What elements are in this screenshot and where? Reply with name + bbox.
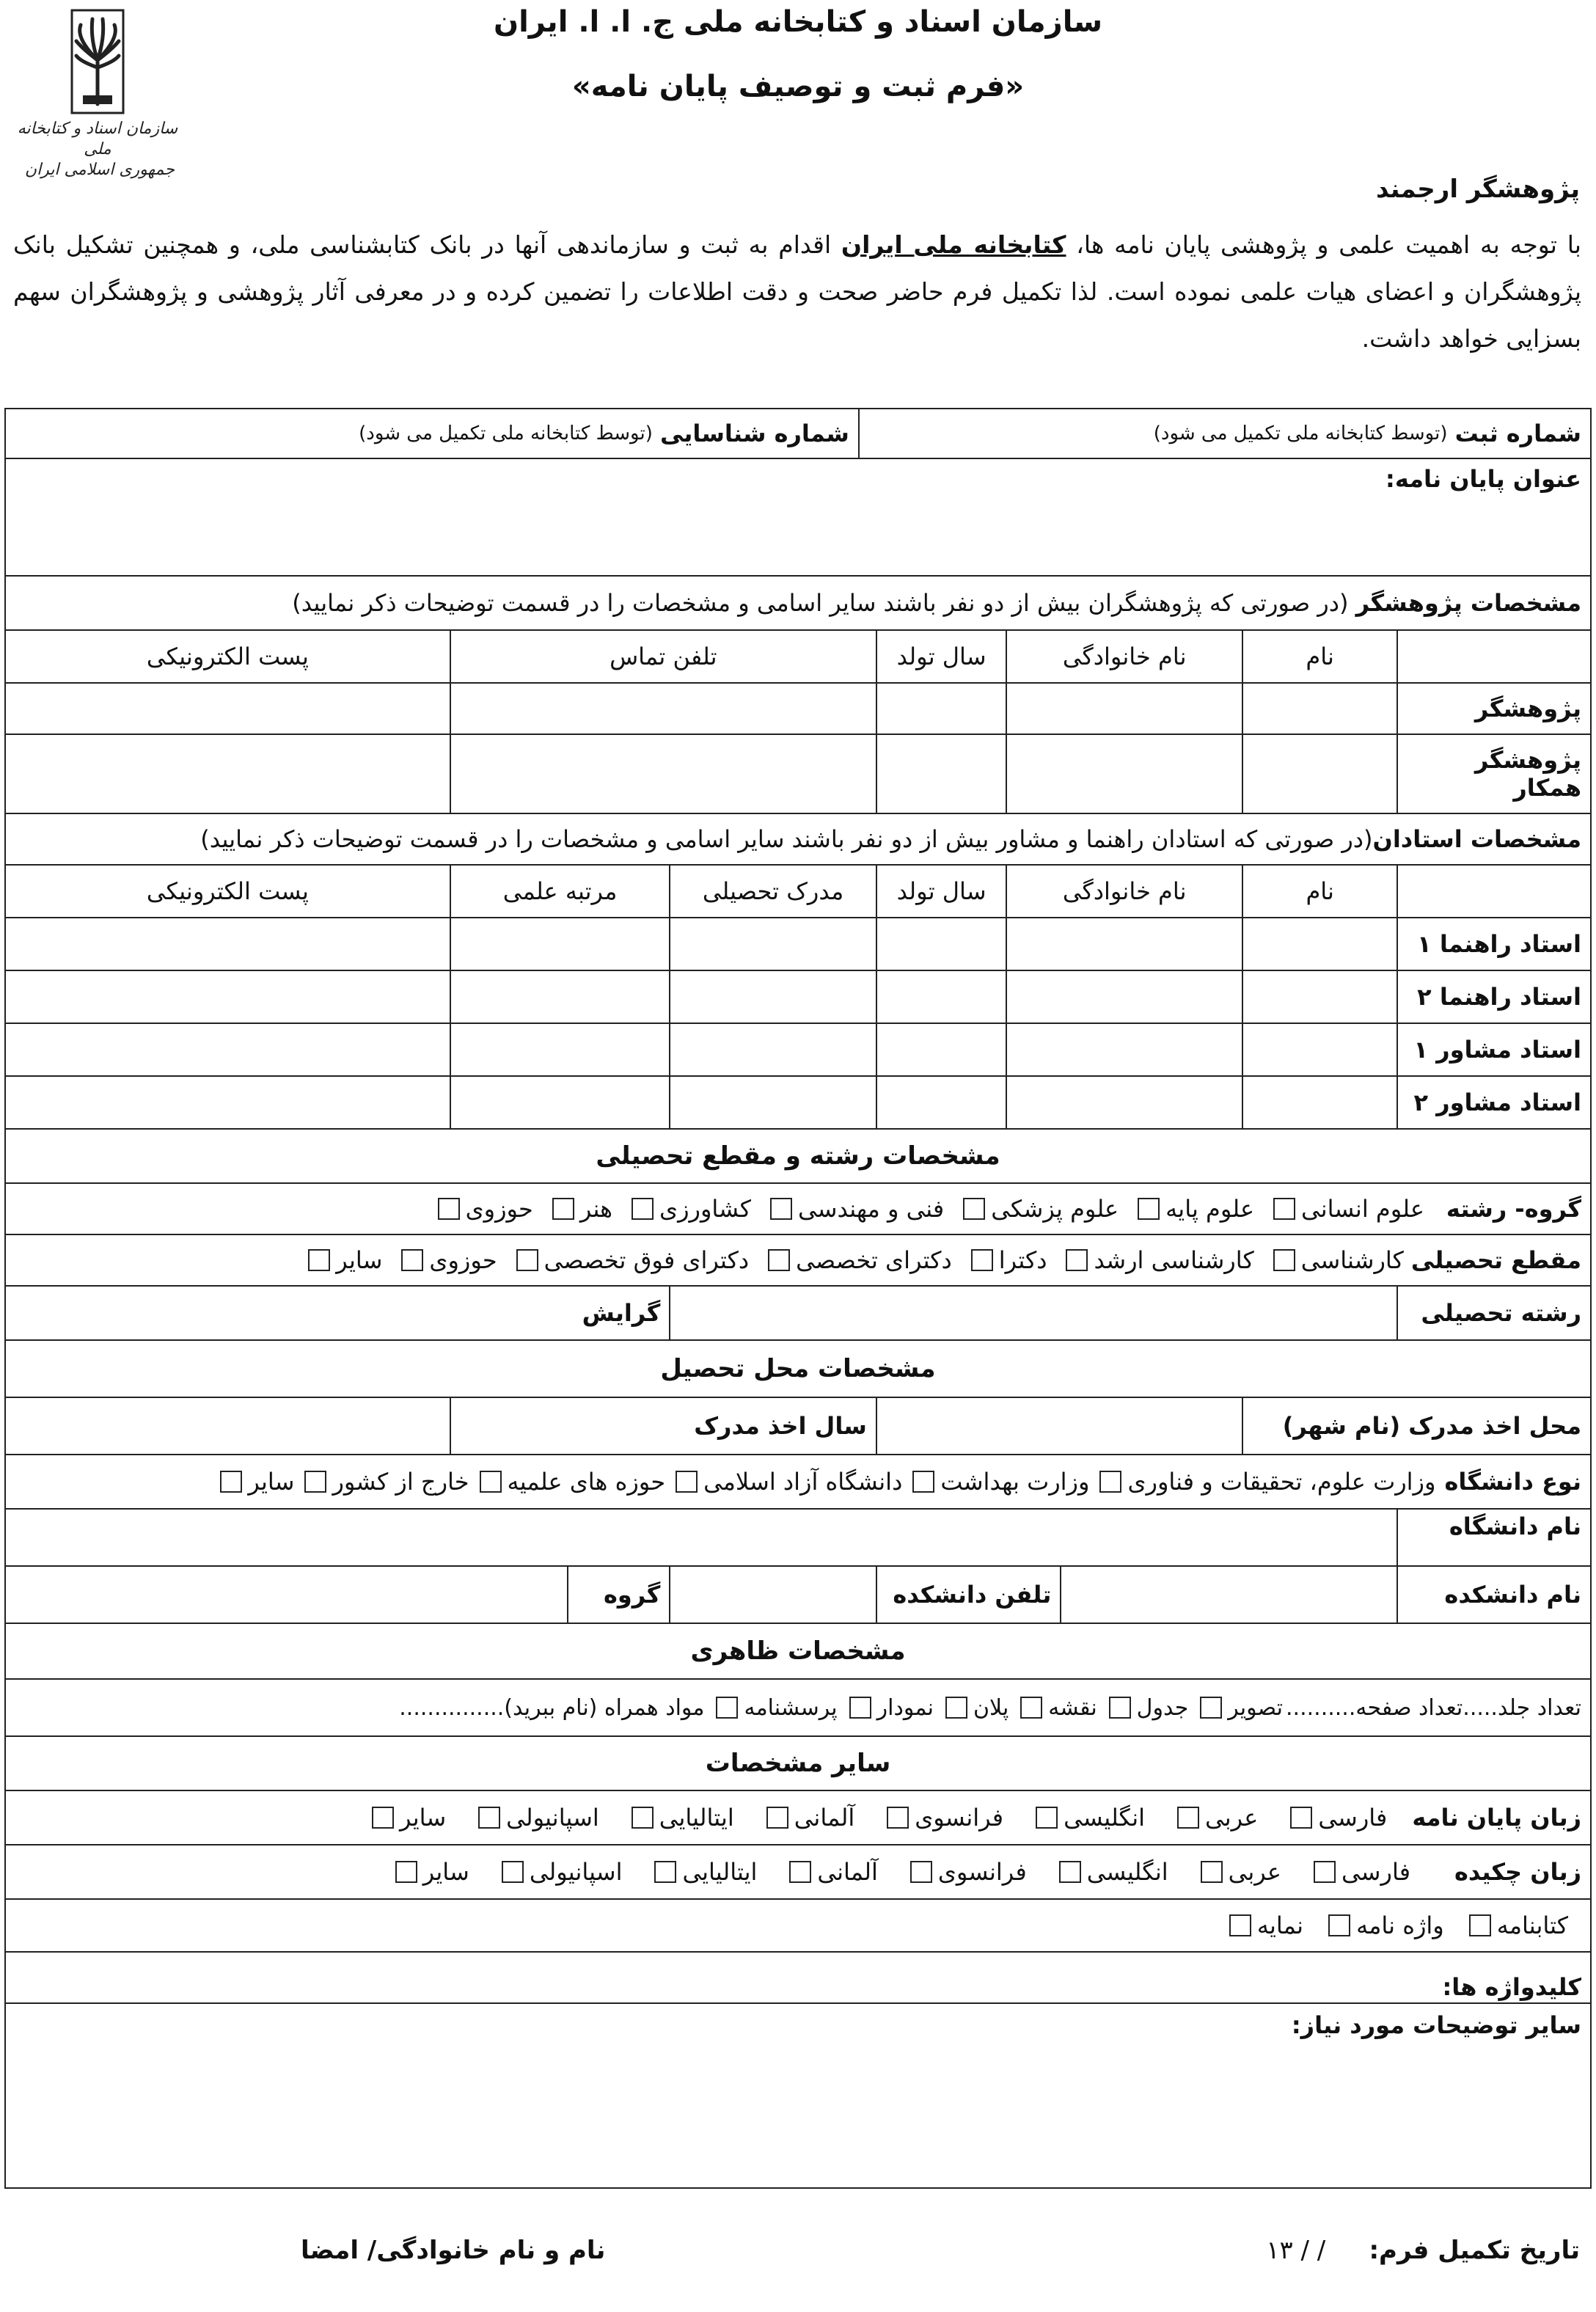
group-option-medical-label: علوم پزشکی bbox=[991, 1195, 1119, 1223]
co-researcher-phone-input[interactable] bbox=[450, 735, 876, 813]
checkbox[interactable] bbox=[372, 1807, 394, 1829]
identification-number-field[interactable] bbox=[6, 409, 858, 458]
checkbox[interactable] bbox=[1290, 1807, 1312, 1829]
researcher-phone-input[interactable] bbox=[450, 684, 876, 734]
notes-field[interactable] bbox=[6, 2004, 1590, 2039]
group-option-agriculture-label: کشاورزی bbox=[659, 1195, 751, 1223]
thesis-title-label: عنوان پایان نامه: bbox=[1385, 465, 1581, 493]
researchers-heading-label: مشخصات پژوهشگر bbox=[1355, 589, 1581, 617]
checkbox[interactable] bbox=[1099, 1471, 1121, 1493]
level-option-master-label: کارشناسی ارشد bbox=[1094, 1246, 1254, 1274]
advisor-1-label: استاد مشاور ۱ bbox=[1396, 1024, 1590, 1075]
physical-option-table-label: جدول bbox=[1136, 1694, 1189, 1721]
supervisor-2-row bbox=[4, 971, 1592, 1024]
researcher-first-name-input[interactable] bbox=[1242, 684, 1397, 734]
type-option-ministry-science[interactable] bbox=[1099, 1468, 1435, 1496]
place-section-row bbox=[4, 1341, 1592, 1398]
checkbox[interactable] bbox=[789, 1861, 811, 1883]
faculty-phone-input[interactable] bbox=[669, 1567, 875, 1623]
completion-date[interactable] bbox=[1266, 2236, 1580, 2265]
checkbox[interactable] bbox=[716, 1697, 738, 1719]
library-name: کتابخانه ملی ایران bbox=[841, 230, 1066, 259]
researcher-email-input[interactable] bbox=[6, 684, 450, 734]
thesis-form bbox=[4, 408, 1592, 2189]
checkbox[interactable] bbox=[1109, 1697, 1131, 1719]
degree-year-field[interactable] bbox=[450, 1398, 876, 1454]
abstract-lang-other[interactable] bbox=[395, 1858, 469, 1886]
thesis-lang-spanish[interactable] bbox=[478, 1804, 599, 1832]
advisor-2-birth-year-input[interactable] bbox=[876, 1077, 1006, 1128]
group-option-medical[interactable] bbox=[963, 1195, 1119, 1223]
advisor-1-last-name-input[interactable] bbox=[1006, 1024, 1241, 1075]
type-option-ministry-science-label: وزارت علوم، تحقیقات و فناوری bbox=[1127, 1468, 1436, 1496]
thesis-lang-german[interactable] bbox=[766, 1804, 854, 1832]
extra-glossary-label: واژه نامه bbox=[1356, 1912, 1444, 1939]
researcher-row-label: پژوهشگر bbox=[1396, 684, 1590, 734]
abstract-lang-italian-label: ایتالیایی bbox=[682, 1858, 758, 1886]
supervisor-1-first-name-input[interactable] bbox=[1242, 918, 1397, 970]
extras-options bbox=[6, 1900, 1590, 1951]
university-name-label: نام دانشگاه bbox=[1396, 1510, 1590, 1565]
thesis-lang-italian-label: ایتالیایی bbox=[659, 1804, 734, 1832]
group-option-art-label: هنر bbox=[579, 1195, 613, 1223]
thesis-lang-arabic-label: عربی bbox=[1205, 1804, 1259, 1832]
type-option-azad[interactable] bbox=[676, 1468, 902, 1496]
co-researcher-first-name-input[interactable] bbox=[1242, 735, 1397, 813]
checkbox[interactable] bbox=[1036, 1807, 1058, 1829]
type-option-ministry-health[interactable] bbox=[912, 1468, 1089, 1496]
abstract-lang-english-label: انگلیسی bbox=[1086, 1858, 1168, 1886]
city-label: محل اخذ مدرک (نام شهر) bbox=[1242, 1398, 1590, 1454]
thesis-lang-english-label: انگلیسی bbox=[1064, 1804, 1146, 1832]
thesis-title-row bbox=[4, 459, 1592, 577]
abstract-lang-english[interactable] bbox=[1059, 1858, 1168, 1886]
supervisor-1-row bbox=[4, 918, 1592, 971]
university-name-row bbox=[4, 1510, 1592, 1567]
researchers-heading-row bbox=[4, 577, 1592, 631]
supervisor-2-email-input[interactable] bbox=[6, 971, 450, 1023]
physical-section-row bbox=[4, 1624, 1592, 1680]
university-type-label: نوع دانشگاه bbox=[1444, 1468, 1581, 1496]
advisor-1-birth-year-input[interactable] bbox=[876, 1024, 1006, 1075]
checkbox[interactable] bbox=[1020, 1697, 1042, 1719]
extra-index[interactable] bbox=[1229, 1912, 1303, 1939]
registration-row bbox=[4, 408, 1592, 459]
city-year-row bbox=[4, 1398, 1592, 1455]
checkbox[interactable] bbox=[945, 1697, 967, 1719]
group-option-humanities[interactable] bbox=[1273, 1195, 1424, 1223]
researchers-header-row bbox=[4, 631, 1592, 684]
physical-option-table[interactable] bbox=[1109, 1695, 1189, 1721]
researchers-heading bbox=[6, 577, 1590, 629]
checkbox[interactable] bbox=[480, 1471, 502, 1493]
extra-index-label: نمایه bbox=[1256, 1912, 1304, 1939]
prof-col-last-name: نام خانوادگی bbox=[1006, 866, 1241, 917]
abstract-lang-french-label: فرانسوی bbox=[937, 1858, 1027, 1886]
professors-heading-note: (در صورتی که استادان راهنما و مشاور بیش از دو نفر باشند سایر اسامی و مشخصات را در قسمت توضیحات ذکر نمایید) bbox=[200, 825, 1373, 853]
level-option-doctorate-label: دکترا bbox=[998, 1246, 1047, 1274]
checkbox[interactable] bbox=[766, 1807, 788, 1829]
organization-title: سازمان اسناد و کتابخانه ملی ج. ا. ا. ایران bbox=[493, 5, 1103, 39]
researchers-heading-note: (در صورتی که پژوهشگران بیش از دو نفر باشند سایر اسامی و مشخصات را در قسمت توضیحات ذکر نمایید) bbox=[292, 589, 1349, 617]
checkbox[interactable] bbox=[676, 1471, 698, 1493]
supervisor-2-degree-input[interactable] bbox=[669, 971, 875, 1023]
checkbox[interactable] bbox=[1469, 1914, 1491, 1936]
logo-emblem-icon bbox=[13, 9, 182, 119]
supervisor-1-email-input[interactable] bbox=[6, 918, 450, 970]
col-email: پست الکترونیکی bbox=[146, 643, 309, 670]
registration-number-field[interactable] bbox=[858, 409, 1590, 458]
level-option-bachelor[interactable] bbox=[1273, 1246, 1404, 1274]
thesis-lang-english[interactable] bbox=[1036, 1804, 1145, 1832]
group-option-art[interactable] bbox=[552, 1195, 612, 1223]
faculty-row bbox=[4, 1567, 1592, 1624]
advisor-1-rank-input[interactable] bbox=[450, 1024, 669, 1075]
intro-text-2: اقدام به ثبت و سازماندهی آنها در بانک کتابشناسی ملی، و همچنین تشکیل بانک پژوهشگران و اعضای هیات علمی نموده است. لذا تکمیل فرم حاضر صحت و دقت اطلاعات را تضمین کرده و در معرفی آثار پژوهشی و پژوهشگران سهم بسزایی خواهد داشت. bbox=[13, 230, 1581, 353]
prof-col-email: پست الکترونیکی bbox=[146, 877, 309, 905]
group-row bbox=[4, 1184, 1592, 1235]
type-option-ministry-health-label: وزارت بهداشت bbox=[940, 1468, 1090, 1496]
intro-paragraph bbox=[13, 222, 1581, 362]
checkbox[interactable] bbox=[632, 1807, 654, 1829]
abstract-language-options bbox=[6, 1845, 1590, 1898]
col-phone: تلفن تماس bbox=[450, 631, 876, 682]
supervisor-2-rank-input[interactable] bbox=[450, 971, 669, 1023]
checkbox[interactable] bbox=[395, 1861, 417, 1883]
field-section-heading: مشخصات رشته و مقطع تحصیلی bbox=[596, 1141, 1000, 1171]
co-researcher-last-name-input[interactable] bbox=[1006, 735, 1241, 813]
co-researcher-email-input[interactable] bbox=[6, 735, 450, 813]
group-option-basic-sciences-label: علوم پایه bbox=[1165, 1195, 1255, 1223]
thesis-lang-other[interactable] bbox=[372, 1804, 446, 1832]
col-first-name: نام bbox=[1242, 631, 1397, 682]
thesis-lang-spanish-label: اسپانیولی bbox=[506, 1804, 599, 1832]
group-option-agriculture[interactable] bbox=[632, 1195, 751, 1223]
checkbox[interactable] bbox=[912, 1471, 934, 1493]
supervisor-2-last-name-input[interactable] bbox=[1006, 971, 1241, 1023]
co-researcher-row bbox=[4, 735, 1592, 814]
abstract-lang-persian[interactable] bbox=[1314, 1858, 1410, 1886]
checkbox[interactable] bbox=[971, 1249, 993, 1271]
abstract-lang-persian-label: فارسی bbox=[1341, 1858, 1410, 1886]
abstract-language-row bbox=[4, 1845, 1592, 1900]
thesis-lang-italian[interactable] bbox=[632, 1804, 734, 1832]
other-section-heading: سایر مشخصات bbox=[705, 1749, 891, 1778]
checkbox[interactable] bbox=[1201, 1861, 1223, 1883]
physical-section-heading: مشخصات ظاهری bbox=[690, 1636, 906, 1666]
completion-date-value: / / ۱۳ bbox=[1266, 2236, 1326, 2265]
level-option-master[interactable] bbox=[1066, 1246, 1253, 1274]
checkbox[interactable] bbox=[1314, 1861, 1336, 1883]
thesis-lang-arabic[interactable] bbox=[1177, 1804, 1258, 1832]
group-option-seminary[interactable] bbox=[438, 1195, 533, 1223]
type-option-other[interactable] bbox=[220, 1468, 294, 1496]
advisor-2-label: استاد مشاور ۲ bbox=[1396, 1077, 1590, 1128]
level-option-other-label: سایر bbox=[336, 1246, 383, 1274]
supervisor-1-last-name-input[interactable] bbox=[1006, 918, 1241, 970]
level-option-subspecialty-label: دکترای فوق تخصصی bbox=[543, 1246, 750, 1274]
advisor-2-row bbox=[4, 1077, 1592, 1130]
checkbox[interactable] bbox=[1138, 1198, 1160, 1220]
thesis-title-field[interactable] bbox=[6, 459, 1590, 493]
checkbox[interactable] bbox=[1273, 1249, 1295, 1271]
physical-option-image[interactable] bbox=[1200, 1695, 1283, 1721]
abstract-lang-arabic[interactable] bbox=[1201, 1858, 1281, 1886]
checkbox[interactable] bbox=[910, 1861, 932, 1883]
professors-header-blank bbox=[1396, 866, 1590, 917]
checkbox[interactable] bbox=[552, 1198, 574, 1220]
extra-bibliography-label: کتابنامه bbox=[1496, 1912, 1568, 1939]
university-type-options bbox=[6, 1455, 1590, 1508]
abstract-lang-german-label: آلمانی bbox=[817, 1858, 878, 1886]
advisor-2-first-name-input[interactable] bbox=[1242, 1077, 1397, 1128]
abstract-lang-italian[interactable] bbox=[654, 1858, 757, 1886]
type-option-seminaries-label: حوزه های علمیه bbox=[507, 1468, 666, 1496]
level-option-other[interactable] bbox=[308, 1246, 382, 1274]
col-birth-year: سال تولد bbox=[876, 631, 1006, 682]
advisor-1-first-name-input[interactable] bbox=[1242, 1024, 1397, 1075]
logo-text-line-2: جمهوری اسلامی ایران bbox=[24, 161, 175, 179]
prof-col-degree: مدرک تحصیلی bbox=[669, 866, 875, 917]
level-option-seminary-label: حوزوی bbox=[429, 1246, 497, 1274]
checkbox[interactable] bbox=[516, 1249, 538, 1271]
group-label: گروه- رشته bbox=[1446, 1195, 1581, 1223]
abstract-lang-spanish[interactable] bbox=[502, 1858, 623, 1886]
faculty-name-input[interactable] bbox=[1060, 1567, 1396, 1623]
supervisor-2-first-name-input[interactable] bbox=[1242, 971, 1397, 1023]
checkbox[interactable] bbox=[1229, 1914, 1251, 1936]
checkbox[interactable] bbox=[220, 1471, 242, 1493]
checkbox[interactable] bbox=[308, 1249, 330, 1271]
university-type-row bbox=[4, 1455, 1592, 1510]
level-option-phd[interactable] bbox=[768, 1246, 952, 1274]
group-option-engineering-label: فنی و مهندسی bbox=[797, 1195, 945, 1223]
advisor-1-email-input[interactable] bbox=[6, 1024, 450, 1075]
accompanying-materials-field[interactable]: مواد همراه (نام ببرید)............... bbox=[399, 1694, 705, 1721]
form-title: «فرم ثبت و توصیف پایان نامه» bbox=[571, 70, 1025, 103]
prof-col-rank: مرتبه علمی bbox=[450, 866, 669, 917]
faculty-phone-label: تلفن دانشکده bbox=[876, 1567, 1061, 1623]
abstract-lang-german[interactable] bbox=[789, 1858, 877, 1886]
checkbox[interactable] bbox=[887, 1807, 909, 1829]
completion-date-label: تاریخ تکمیل فرم: bbox=[1369, 2236, 1580, 2265]
checkbox[interactable] bbox=[1059, 1861, 1081, 1883]
researcher-last-name-input[interactable] bbox=[1006, 684, 1241, 734]
professors-header-row bbox=[4, 866, 1592, 918]
thesis-language-label: زبان پایان نامه bbox=[1412, 1804, 1581, 1832]
identification-number-note: (توسط کتابخانه ملی تکمیل می شود) bbox=[359, 422, 653, 445]
level-option-bachelor-label: کارشناسی bbox=[1300, 1246, 1404, 1274]
physical-option-chart[interactable] bbox=[849, 1695, 934, 1721]
advisor-2-rank-input[interactable] bbox=[450, 1077, 669, 1128]
checkbox[interactable] bbox=[1328, 1914, 1350, 1936]
field-section-row bbox=[4, 1130, 1592, 1184]
researchers-header-blank bbox=[1396, 631, 1590, 682]
checkbox[interactable] bbox=[768, 1249, 790, 1271]
abstract-lang-french[interactable] bbox=[910, 1858, 1027, 1886]
researcher-row bbox=[4, 684, 1592, 735]
co-researcher-row-label: پژوهشگر همکار bbox=[1396, 735, 1590, 813]
place-section-heading: مشخصات محل تحصیل bbox=[660, 1354, 936, 1383]
group-option-basic-sciences[interactable] bbox=[1138, 1195, 1254, 1223]
keywords-field[interactable] bbox=[6, 1973, 1590, 2002]
advisor-2-email-input[interactable] bbox=[6, 1077, 450, 1128]
volumes-field[interactable]: تعداد جلد..... bbox=[1463, 1694, 1581, 1721]
thesis-lang-german-label: آلمانی bbox=[794, 1804, 855, 1832]
physical-option-map-label: نقشه bbox=[1048, 1694, 1097, 1721]
form-footer bbox=[29, 2236, 1580, 2265]
major-row bbox=[4, 1287, 1592, 1341]
type-option-seminaries[interactable] bbox=[480, 1468, 666, 1496]
supervisor-2-label: استاد راهنما ۲ bbox=[1396, 971, 1590, 1023]
level-option-phd-label: دکترای تخصصی bbox=[796, 1246, 952, 1274]
physical-option-chart-label: نمودار bbox=[876, 1694, 934, 1721]
thesis-lang-persian-label: فارسی bbox=[1318, 1804, 1388, 1832]
supervisor-1-degree-input[interactable] bbox=[669, 918, 875, 970]
supervisor-2-birth-year-input[interactable] bbox=[876, 971, 1006, 1023]
salutation: پژوهشگر ارجمند bbox=[1375, 175, 1580, 204]
extra-bibliography[interactable] bbox=[1469, 1912, 1568, 1939]
checkbox[interactable] bbox=[849, 1697, 871, 1719]
physical-option-questionnaire-label: پرسشنامه bbox=[744, 1694, 838, 1721]
checkbox[interactable] bbox=[1273, 1198, 1295, 1220]
abstract-lang-arabic-label: عربی bbox=[1228, 1858, 1281, 1886]
type-option-azad-label: دانشگاه آزاد اسلامی bbox=[703, 1468, 903, 1496]
abstract-lang-other-label: سایر bbox=[422, 1858, 469, 1886]
prof-col-birth-year: سال تولد bbox=[876, 866, 1006, 917]
thesis-lang-french-label: فرانسوی bbox=[915, 1804, 1004, 1832]
level-label: مقطع تحصیلی bbox=[1410, 1246, 1581, 1274]
professors-heading bbox=[6, 814, 1590, 864]
abstract-language-label: زبان چکیده bbox=[1454, 1858, 1581, 1886]
registration-number-note: (توسط کتابخانه ملی تکمیل می شود) bbox=[1153, 422, 1448, 445]
national-library-logo bbox=[13, 9, 182, 179]
level-option-subspecialty[interactable] bbox=[516, 1246, 749, 1274]
checkbox[interactable] bbox=[654, 1861, 676, 1883]
pages-field[interactable]: تعداد صفحه.......... bbox=[1286, 1694, 1463, 1721]
identification-number-label: شماره شناسایی bbox=[660, 420, 849, 447]
registration-number-label: شماره ثبت bbox=[1454, 420, 1581, 447]
checkbox[interactable] bbox=[632, 1198, 654, 1220]
type-option-other-label: سایر bbox=[248, 1468, 295, 1496]
intro-text-1: با توجه به اهمیت علمی و پژوهشی پایان نامه ها، bbox=[1076, 230, 1581, 259]
checkbox[interactable] bbox=[1177, 1807, 1199, 1829]
degree-year-label: سال اخذ مدرک bbox=[694, 1412, 867, 1440]
checkbox[interactable] bbox=[1066, 1249, 1088, 1271]
other-section-row bbox=[4, 1737, 1592, 1791]
professors-heading-label: مشخصات استادان bbox=[1372, 825, 1581, 853]
supervisor-1-label: استاد راهنما ۱ bbox=[1396, 918, 1590, 970]
logo-text-line-1: سازمان اسناد و کتابخانه ملی bbox=[17, 120, 178, 158]
level-row bbox=[4, 1235, 1592, 1287]
col-last-name: نام خانوادگی bbox=[1006, 631, 1241, 682]
checkbox[interactable] bbox=[963, 1198, 985, 1220]
faculty-name-label: نام دانشکده bbox=[1396, 1567, 1590, 1623]
degree-year-input[interactable] bbox=[6, 1398, 450, 1454]
major-label: رشته تحصیلی bbox=[1396, 1287, 1590, 1339]
name-and-signature[interactable]: نام و نام خانوادگی/ امضا bbox=[301, 2236, 606, 2265]
researcher-birth-year-input[interactable] bbox=[876, 684, 1006, 734]
physical-option-map[interactable] bbox=[1020, 1695, 1097, 1721]
advisor-2-last-name-input[interactable] bbox=[1006, 1077, 1241, 1128]
supervisor-1-birth-year-input[interactable] bbox=[876, 918, 1006, 970]
professors-heading-row bbox=[4, 814, 1592, 866]
checkbox[interactable] bbox=[438, 1198, 460, 1220]
checkbox[interactable] bbox=[304, 1471, 326, 1493]
level-option-seminary[interactable] bbox=[401, 1246, 497, 1274]
advisor-1-degree-input[interactable] bbox=[669, 1024, 875, 1075]
physical-options bbox=[6, 1680, 1590, 1735]
physical-option-questionnaire[interactable] bbox=[716, 1695, 837, 1721]
extras-row bbox=[4, 1900, 1592, 1953]
department-input[interactable] bbox=[6, 1567, 567, 1623]
level-option-doctorate[interactable] bbox=[971, 1246, 1047, 1274]
thesis-language-row bbox=[4, 1791, 1592, 1845]
type-option-abroad[interactable] bbox=[304, 1468, 469, 1496]
advisor-1-row bbox=[4, 1024, 1592, 1077]
physical-row bbox=[4, 1680, 1592, 1737]
checkbox[interactable] bbox=[502, 1861, 524, 1883]
group-option-engineering[interactable] bbox=[770, 1195, 944, 1223]
orientation-label: گرایش bbox=[582, 1299, 661, 1327]
major-input[interactable] bbox=[669, 1287, 1396, 1339]
supervisor-1-rank-input[interactable] bbox=[450, 918, 669, 970]
level-options bbox=[6, 1235, 1590, 1285]
keywords-label: کلیدواژه ها: bbox=[1442, 1973, 1581, 2001]
city-input[interactable] bbox=[876, 1398, 1242, 1454]
notes-row bbox=[4, 2004, 1592, 2189]
thesis-lang-other-label: سایر bbox=[400, 1804, 447, 1832]
keywords-row bbox=[4, 1953, 1592, 2004]
type-option-abroad-label: خارج از کشور bbox=[332, 1468, 469, 1496]
department-label: گروه bbox=[567, 1567, 670, 1623]
physical-option-image-label: تصویر bbox=[1228, 1694, 1284, 1721]
checkbox[interactable] bbox=[478, 1807, 500, 1829]
group-option-seminary-label: حوزوی bbox=[465, 1195, 533, 1223]
extra-glossary[interactable] bbox=[1328, 1912, 1444, 1939]
orientation-field[interactable] bbox=[6, 1287, 669, 1339]
thesis-language-options bbox=[6, 1791, 1590, 1844]
checkbox[interactable] bbox=[1200, 1697, 1222, 1719]
group-option-humanities-label: علوم انسانی bbox=[1301, 1195, 1424, 1223]
physical-option-plan[interactable] bbox=[945, 1695, 1009, 1721]
advisor-2-degree-input[interactable] bbox=[669, 1077, 875, 1128]
thesis-lang-french[interactable] bbox=[887, 1804, 1003, 1832]
thesis-lang-persian[interactable] bbox=[1290, 1804, 1387, 1832]
co-researcher-birth-year-input[interactable] bbox=[876, 735, 1006, 813]
checkbox[interactable] bbox=[401, 1249, 423, 1271]
physical-option-plan-label: پلان bbox=[973, 1694, 1009, 1721]
abstract-lang-spanish-label: اسپانیولی bbox=[529, 1858, 623, 1886]
notes-label: سایر توضیحات مورد نیاز: bbox=[1291, 2011, 1581, 2039]
group-options bbox=[6, 1184, 1590, 1234]
prof-col-first-name: نام bbox=[1242, 866, 1397, 917]
university-name-input[interactable] bbox=[6, 1510, 1396, 1565]
checkbox[interactable] bbox=[770, 1198, 792, 1220]
